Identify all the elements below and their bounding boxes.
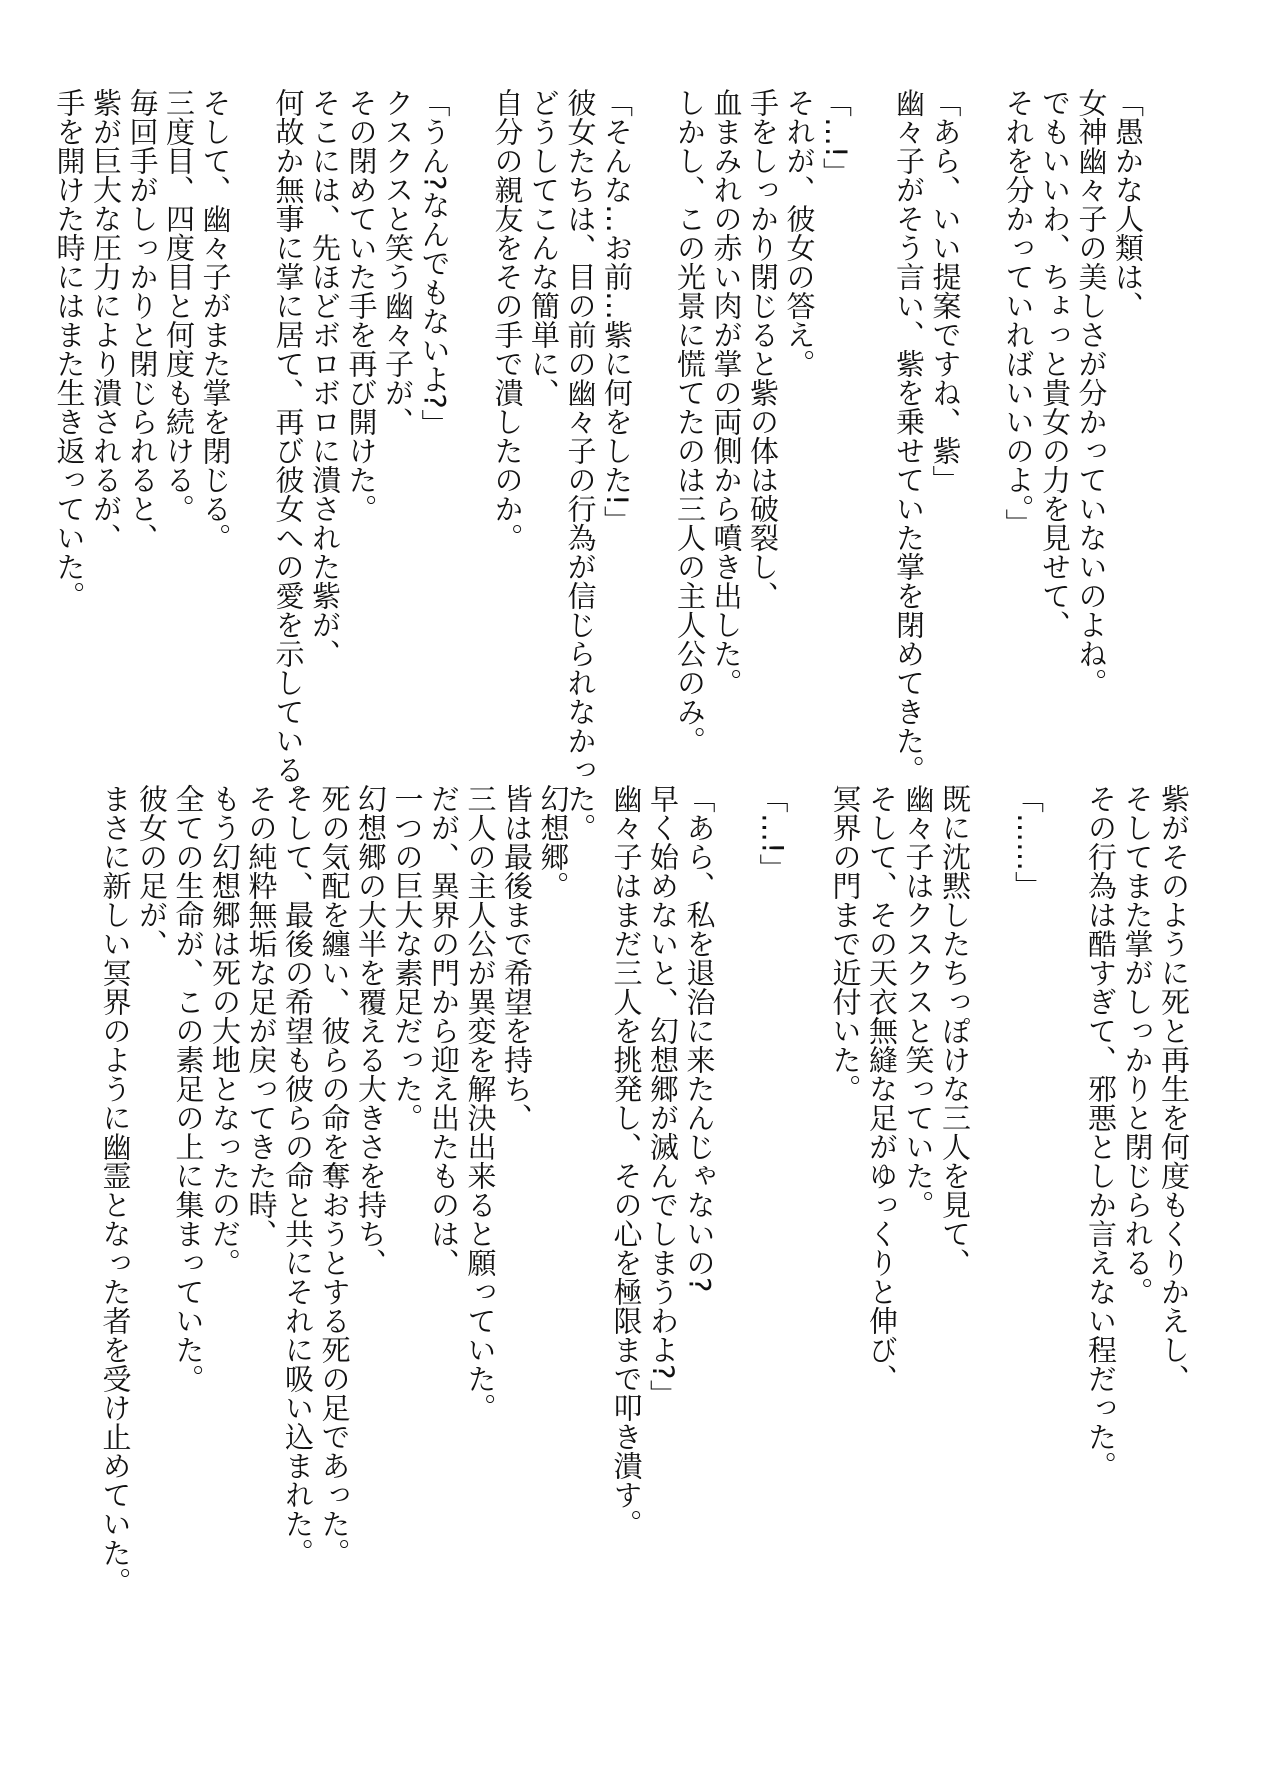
- text-line: どうしてこんな簡単に、: [527, 88, 561, 407]
- paragraph: [270, 88, 453, 813]
- paragraph: [608, 784, 718, 1724]
- text-line: 三人の主人公が異変を解決出来ると願っていた。: [463, 784, 498, 1422]
- text-block-bottom: [97, 784, 1192, 1724]
- paragraph-gap: [964, 88, 1001, 768]
- paragraph: [754, 784, 791, 1724]
- text-line: しかし、この光景に慌てたのは三人の主人公のみ。: [673, 88, 707, 755]
- text-line: 一つの巨大な素足だった。: [390, 784, 425, 1132]
- text-line: その純粋無垢な足が戻ってきた時、: [244, 784, 279, 1248]
- text-line: だが、異界の門から迎え出たものは、: [427, 784, 461, 1277]
- text-line: それを分かっていればいいのよ。」: [1001, 88, 1036, 538]
- text-line: 自分の親友をその手で潰したのか。: [490, 88, 525, 552]
- text-line: 紫が巨大な圧力により潰されるが、: [89, 88, 123, 552]
- text-line: 冥界の門まで近付いた。: [828, 784, 863, 1103]
- text-line: 彼女の足が、: [135, 784, 169, 958]
- text-line: 「そんな…お前…紫に何をした!」: [600, 88, 634, 535]
- text-line: 三度目、四度目と何度も続ける。: [162, 88, 196, 523]
- paragraph: [1000, 88, 1146, 768]
- paragraph-gap: [635, 88, 672, 768]
- text-line: そして、幽々子がまた掌を閉じる。: [198, 88, 233, 552]
- text-line: その閉めていた手を再び開けた。: [344, 88, 379, 523]
- text-line: 「…!」: [819, 88, 853, 187]
- text-line: 毎回手がしっかりと閉じられると、: [125, 88, 160, 552]
- paragraph-gap: [1046, 784, 1083, 1724]
- text-line: 「あら、私を退治に来たんじゃないの?: [682, 784, 717, 1293]
- text-line: そこには、先ほどボロボロに潰された紫が、: [308, 88, 342, 668]
- paragraph: [672, 88, 855, 768]
- text-line: その行為は酷すぎて、邪悪としか言えない程だった。: [1084, 784, 1118, 1480]
- text-line: 血まみれの赤い肉が掌の両側から噴き出した。: [709, 88, 744, 697]
- text-line: 死の気配を纏い、彼らの命を奪おうとする死の足であった。: [317, 784, 352, 1567]
- text-line: 幽々子はクスクスと笑っていた。: [901, 784, 936, 1219]
- text-line: でもいいわ、ちょっと貴女の力を見せて、: [1038, 88, 1072, 639]
- paragraph-gap: [854, 88, 891, 768]
- text-line: 既に沈黙したちっぽけな三人を見て、: [938, 784, 972, 1277]
- text-line: 「愚かな人類は、: [1111, 88, 1145, 320]
- text-line: 幽々子はまだ三人を挑発し、その心を極限まで叩き潰す。: [609, 784, 644, 1538]
- text-line: 手をしっかり閉じると紫の体は破裂し、: [746, 88, 780, 610]
- text-line: 幻想郷。: [536, 784, 571, 900]
- text-line: 「…!」: [755, 784, 790, 883]
- paragraph: [51, 88, 234, 768]
- text-line: 何故か無事に掌に居て、再び彼女への愛を示している。: [271, 88, 306, 813]
- text-line: まさに新しい冥界のように幽霊となった者を受け止めていた。: [98, 784, 133, 1596]
- text-line: それが、彼女の答え。: [782, 88, 817, 378]
- paragraph-gap: [973, 784, 1010, 1724]
- text-line: 早く始めないと、幻想郷が滅んでしまうわよ?」: [646, 784, 680, 1409]
- text-line: クスクスと笑う幽々子が、: [381, 88, 415, 436]
- text-line: 「……」: [1011, 784, 1045, 900]
- text-line: 女神幽々子の美しさが分かっていないのよね。: [1074, 88, 1109, 697]
- paragraph: [891, 88, 964, 784]
- text-line: 幽々子がそう言い、紫を乗せていた掌を閉めてきた。: [892, 88, 926, 784]
- text-line: そして、最後の希望も彼らの命と共にそれに吸い込まれた。: [281, 784, 315, 1567]
- text-line: そしてまた掌がしっかりと閉じられる。: [1120, 784, 1155, 1306]
- text-line: 手を開けた時にはまた生き返っていた。: [52, 88, 87, 610]
- paragraph-gap: [234, 88, 271, 768]
- text-line: そして、その天衣無縫な足がゆっくりと伸び、: [865, 784, 899, 1393]
- paragraph-gap: [453, 88, 490, 768]
- text-line: 全ての生命が、この素足の上に集まっていた。: [171, 784, 206, 1393]
- text-line: 皆は最後まで希望を持ち、: [500, 784, 534, 1132]
- paragraph: [1010, 784, 1047, 1724]
- text-line: 彼女たちは、目の前の幽々子の行為が信じられなかった。: [563, 88, 598, 842]
- paragraph: [1083, 784, 1193, 1724]
- paragraph-gap: [572, 784, 609, 1724]
- text-line: 「あら、いい提案ですね、紫」: [928, 88, 963, 494]
- paragraph: [97, 784, 572, 1724]
- paragraph: [827, 784, 973, 1724]
- text-line: もう幻想郷は死の大地となったのだ。: [208, 784, 242, 1277]
- paragraph-gap: [718, 784, 755, 1724]
- text-line: 幻想郷の大半を覆える大きさを持ち、: [354, 784, 388, 1277]
- text-line: 「うん?なんでもないよ?」: [417, 88, 452, 438]
- paragraph-gap: [791, 784, 828, 1724]
- text-line: 紫がそのように死と再生を何度もくりかえし、: [1157, 784, 1191, 1393]
